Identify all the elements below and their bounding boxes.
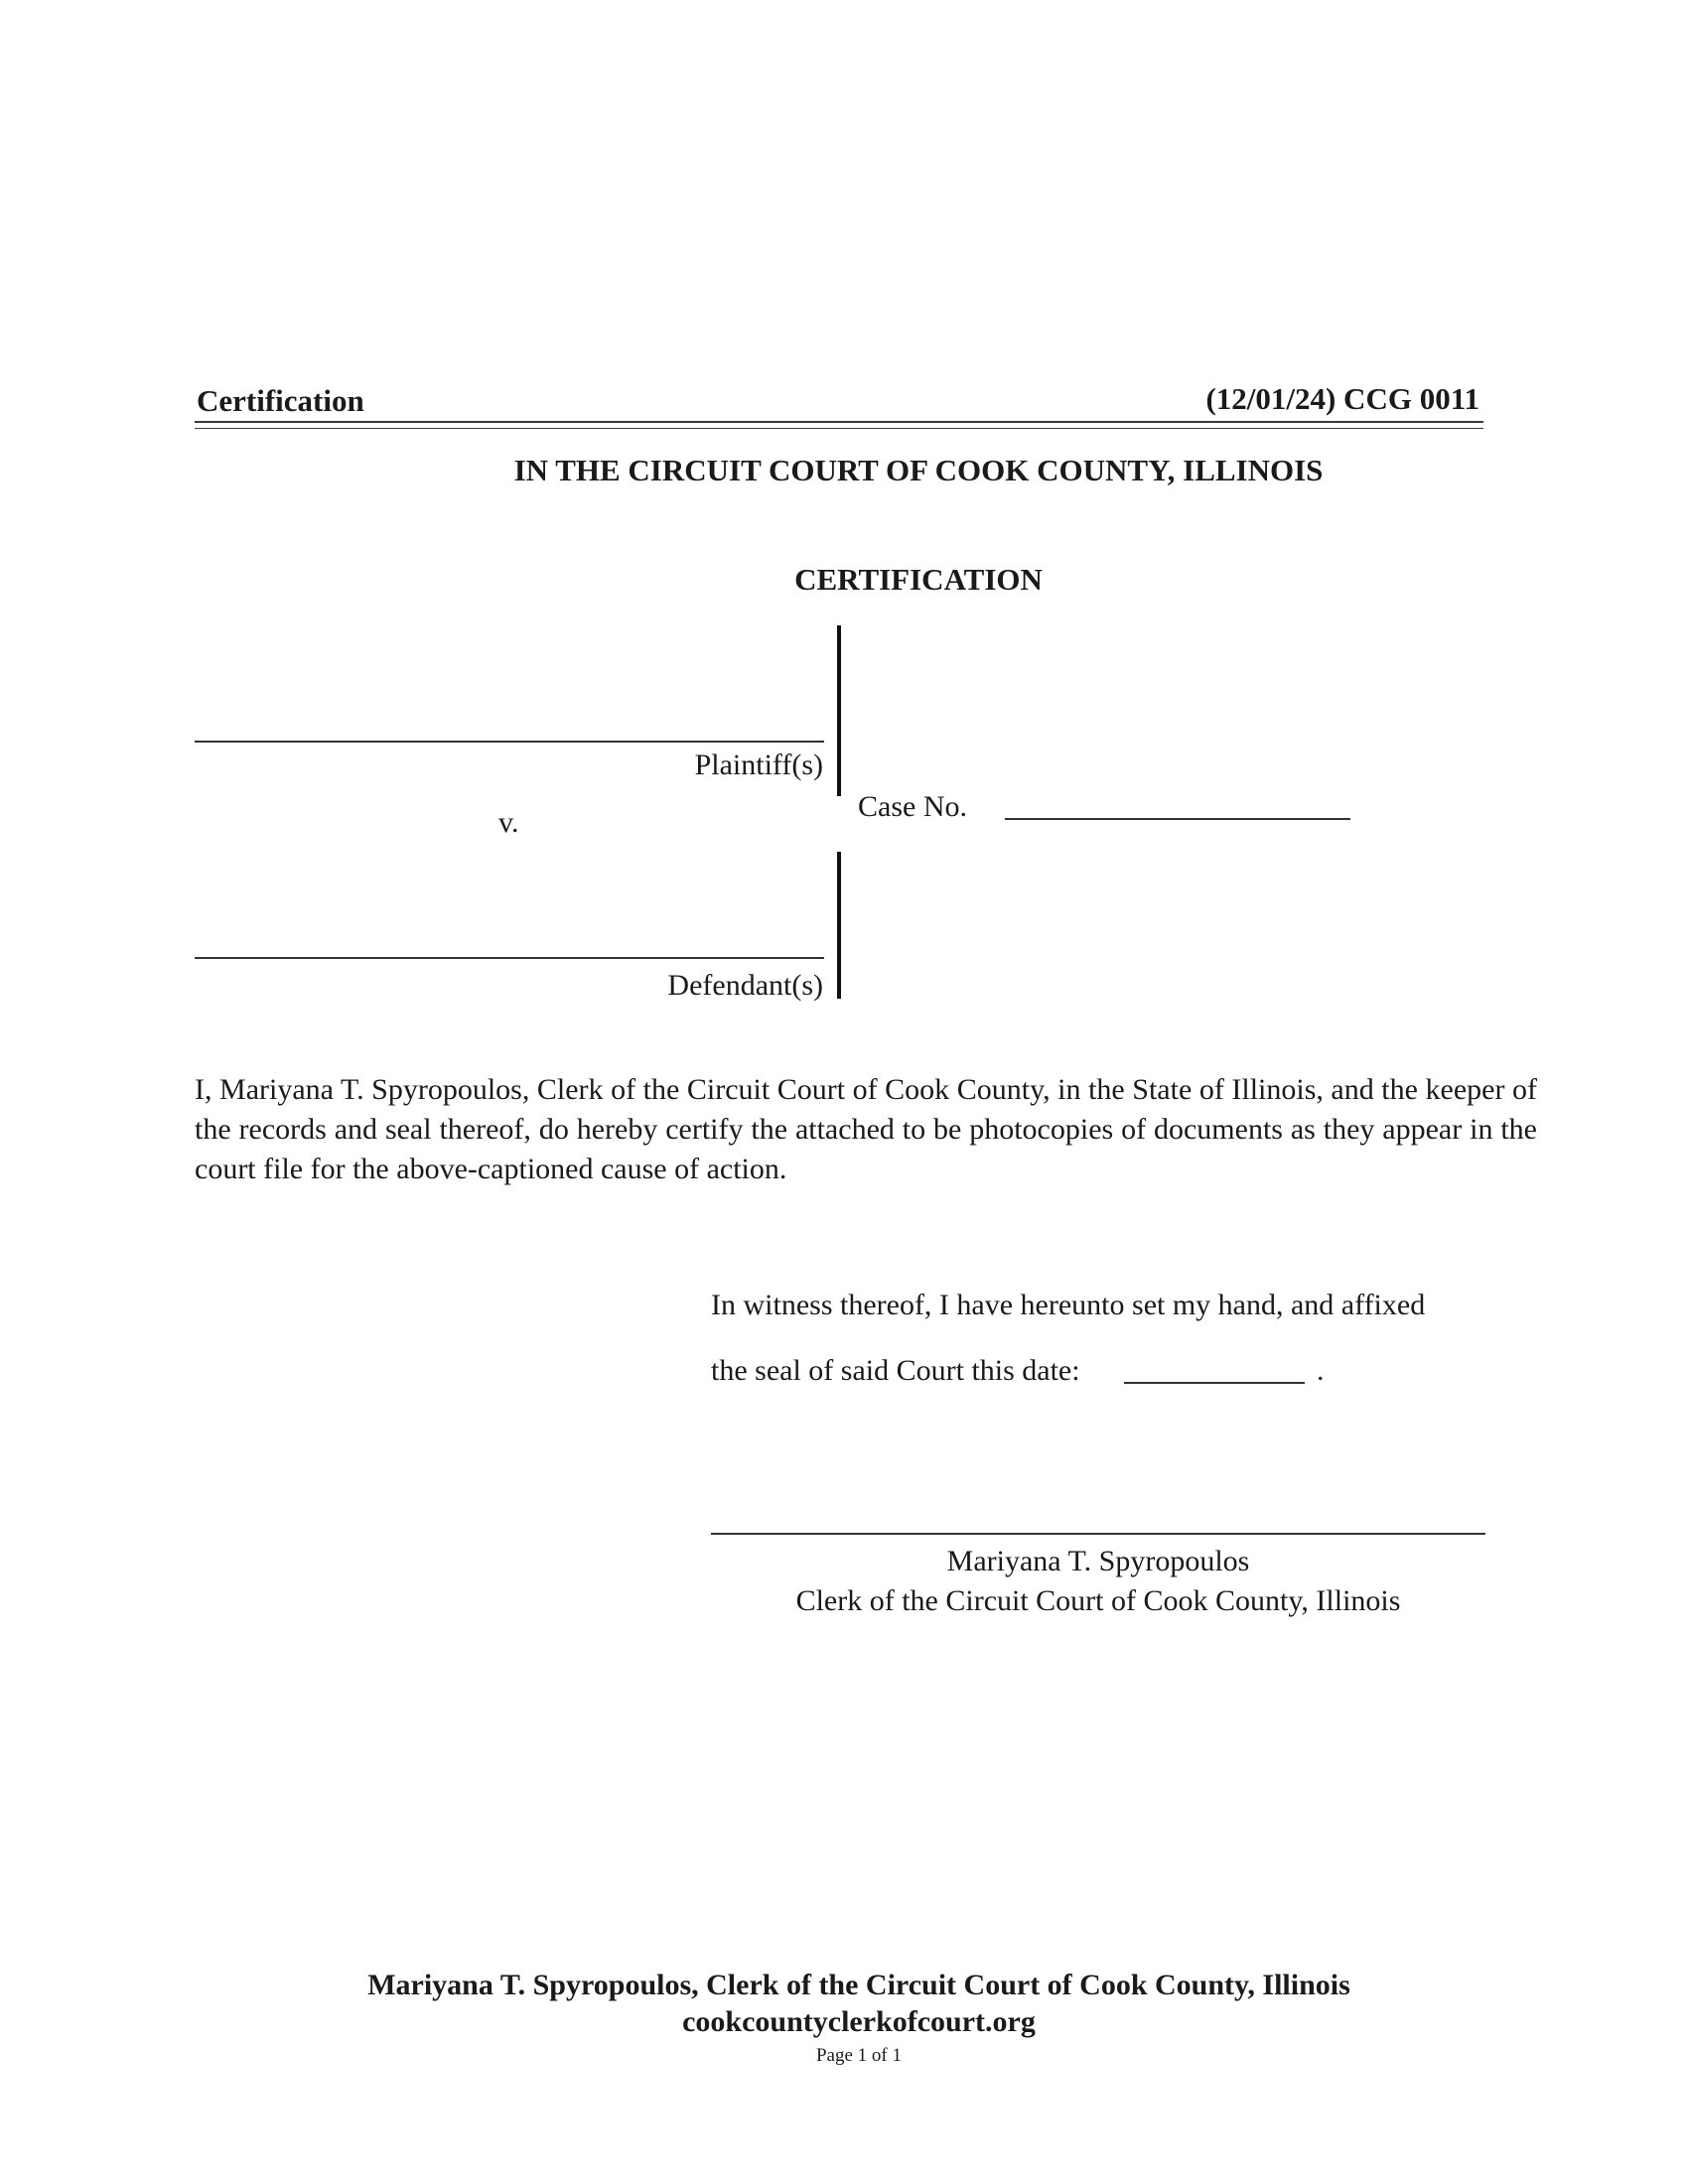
footer-clerk: Mariyana T. Spyropoulos, Clerk of the Circuit Court of Cook County, Illinois — [367, 1969, 1350, 2001]
certification-statement: I, Mariyana T. Spyropoulos, Clerk of the Circuit Court of Cook County, in the State of Illinois, and the keeper of the records and seal thereof, do hereby certify the attached to be photocopies of documents as they appear in the court file for the above-captioned cause of action. — [195, 1073, 1537, 1185]
defendant-label: Defendant(s) — [667, 969, 823, 1002]
plaintiff-label: Plaintiff(s) — [694, 749, 823, 781]
caption-divider-bottom — [837, 852, 841, 999]
versus-label: v. — [498, 806, 519, 839]
case-no-field[interactable] — [1005, 818, 1350, 820]
signatory-name: Mariyana T. Spyropoulos — [946, 1545, 1250, 1577]
signature-field[interactable] — [711, 1533, 1485, 1535]
footer-website: cookcountyclerkofcourt.org — [682, 2005, 1036, 2038]
document-title: CERTIFICATION — [794, 562, 1043, 597]
header-rule-thin — [195, 428, 1483, 429]
court-title: IN THE CIRCUIT COURT OF COOK COUNTY, ILLINOIS — [513, 453, 1324, 487]
form-code: (12/01/24) CCG 0011 — [1205, 381, 1479, 416]
witness-line-2: the seal of said Court this date: — [711, 1354, 1080, 1387]
caption-divider-top — [837, 625, 841, 796]
case-no-label: Case No. — [858, 790, 967, 823]
header-rule — [195, 421, 1483, 423]
defendant-field[interactable] — [195, 957, 824, 959]
witness-period: . — [1317, 1354, 1325, 1387]
plaintiff-field[interactable] — [195, 741, 824, 743]
witness-line-1: In witness thereof, I have hereunto set my hand, and affixed — [711, 1289, 1426, 1321]
page-number: Page 1 of 1 — [815, 2045, 902, 2066]
form-name: Certification — [197, 383, 364, 418]
date-field[interactable] — [1124, 1382, 1305, 1384]
signatory-title: Clerk of the Circuit Court of Cook County, Illinois — [795, 1584, 1401, 1617]
